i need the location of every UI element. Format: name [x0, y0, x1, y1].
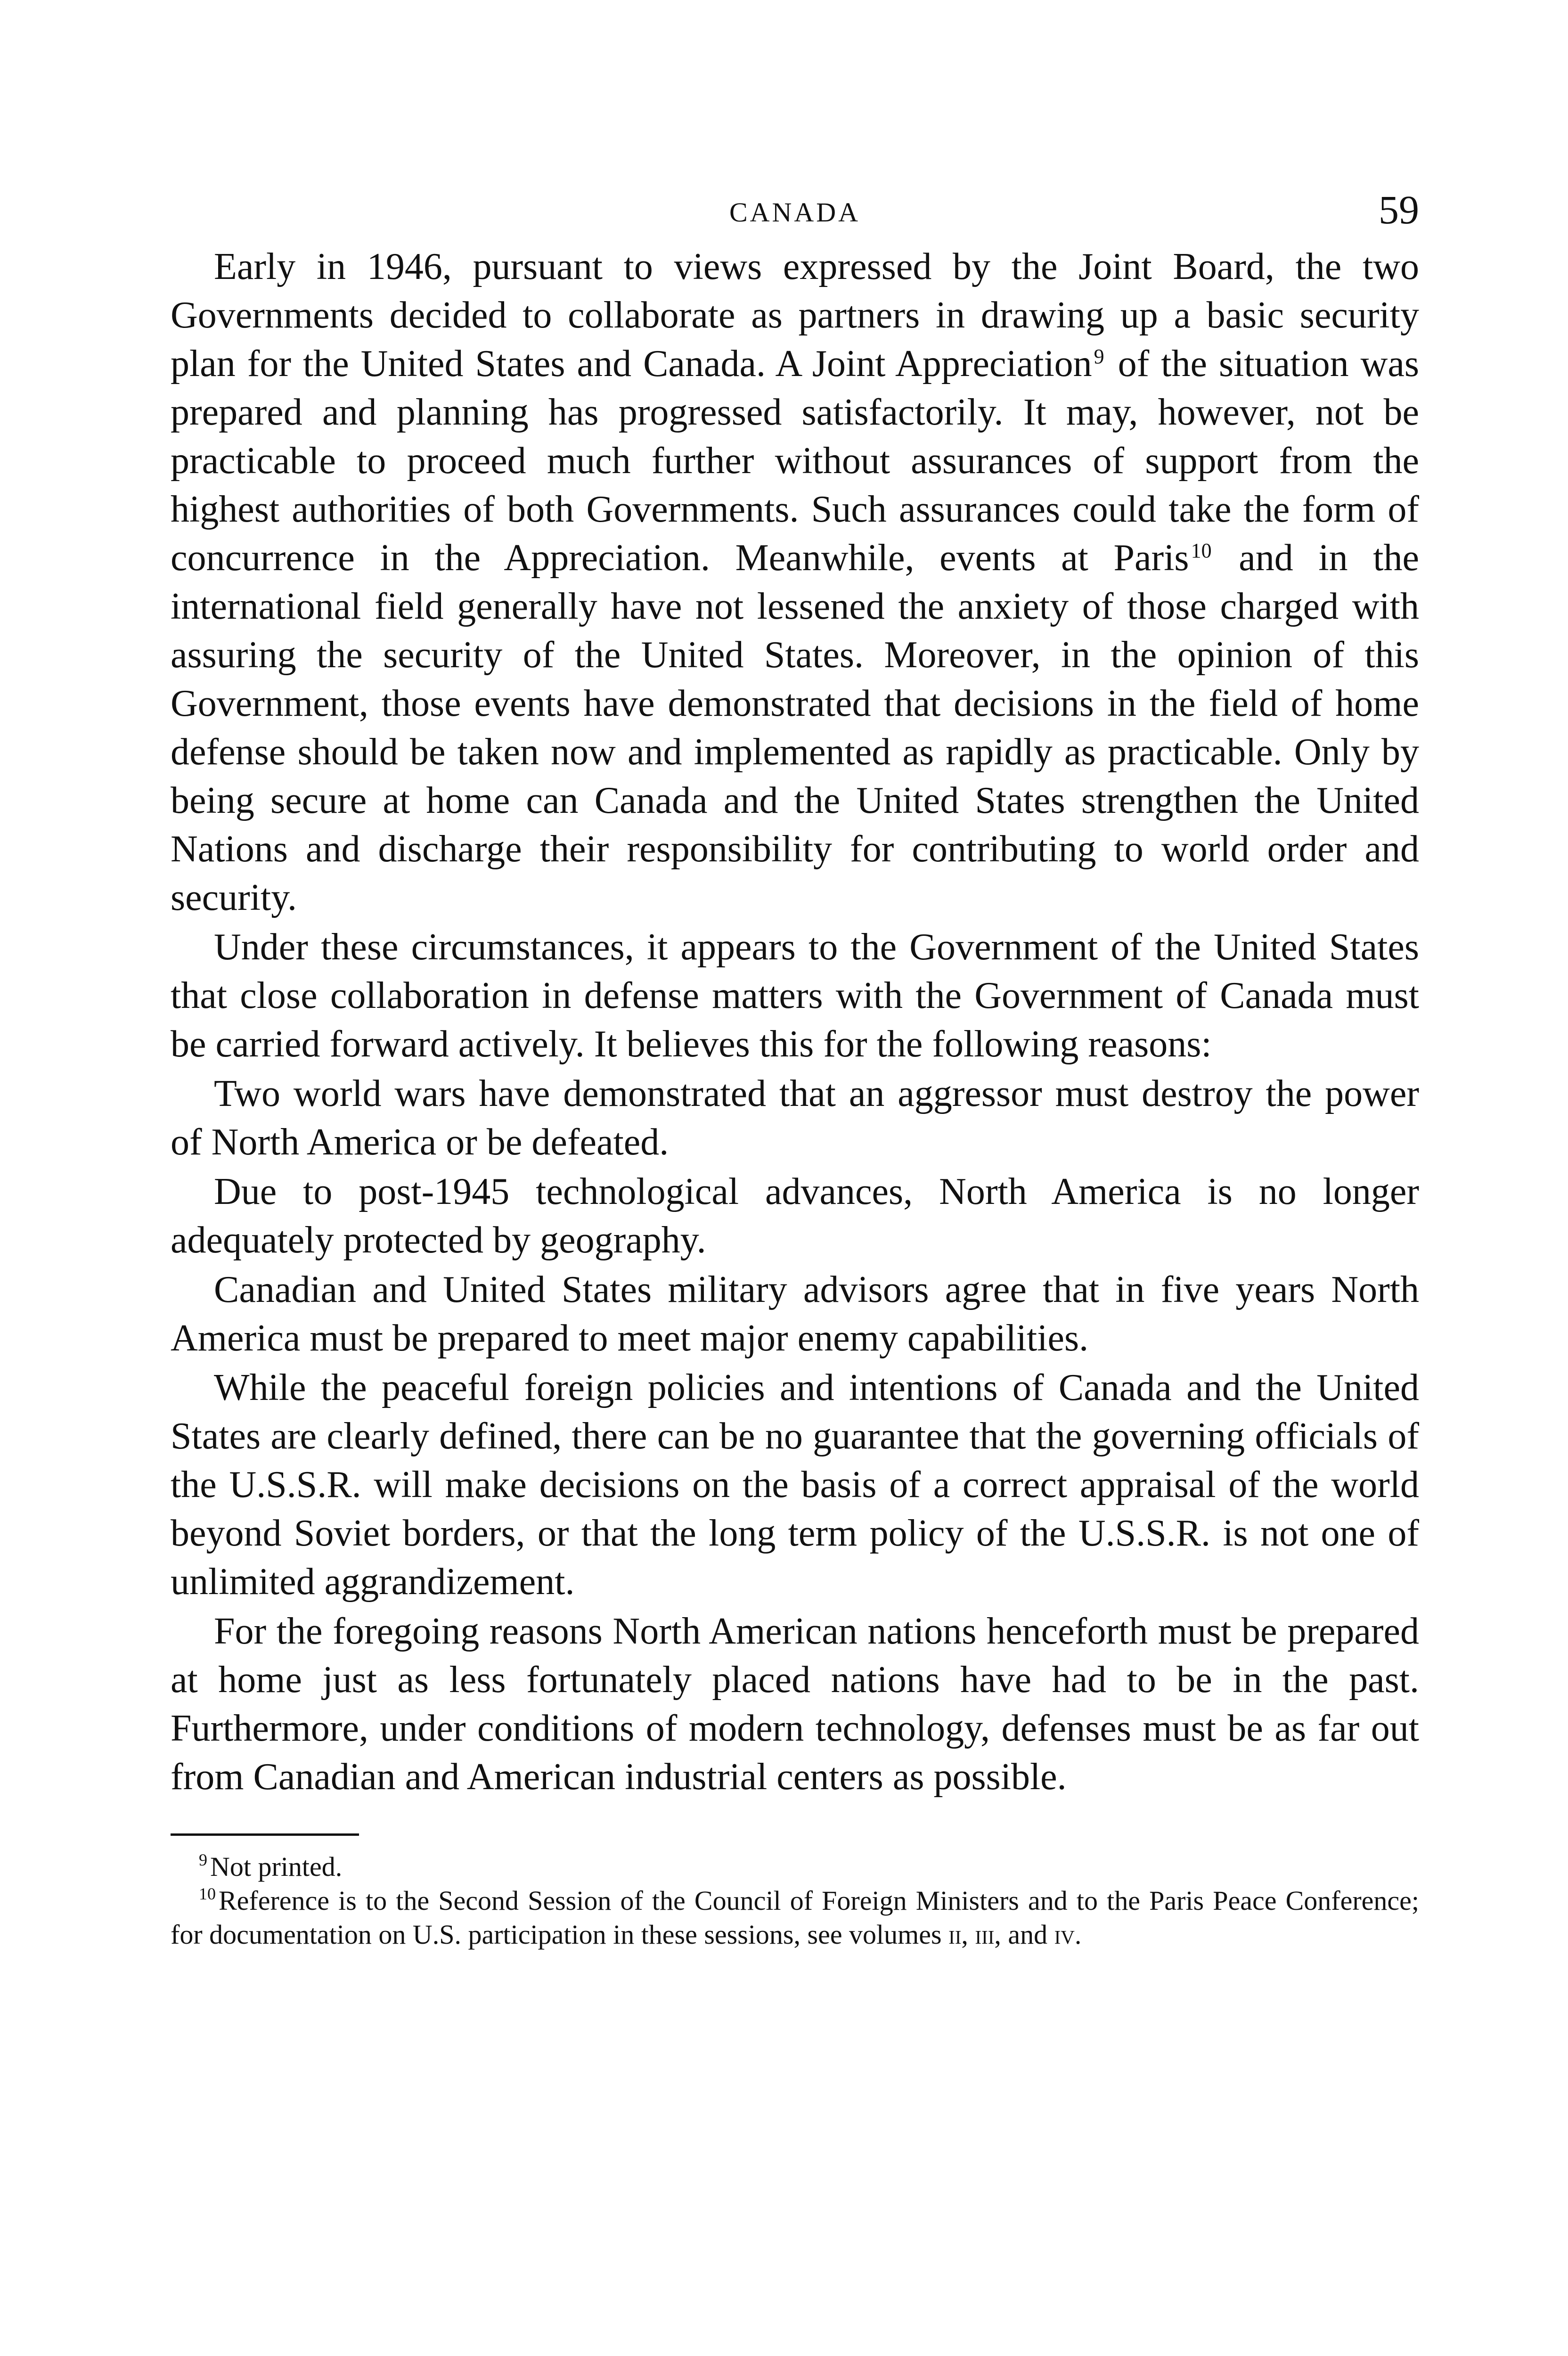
body-text	[171, 243, 1419, 1801]
volume-iv: iv	[1054, 1919, 1075, 1950]
page-number: 59	[1379, 187, 1419, 232]
paragraph-7: For the foregoing reasons North American nations henceforth must be prepared at home just as less fortunately placed nations have had to be in the past. Furthermore, under conditions of modern technology, defenses must be as far out from Canadian and American industrial centers as possible.	[171, 1611, 1419, 1798]
paragraph-2: Under these circumstances, it appears to the Government of the United States that close collaboration in defense matters with the Government of Canada must be carried forward actively. It believes this for the following reasons:	[171, 926, 1419, 1065]
paragraph-6: While the peaceful foreign policies and intentions of Canada and the United States are clearly defined, there can be no guarantee that the governing officials of the U.S.S.R. will make decisions on the basis of a correct appraisal of the world beyond Soviet borders, or that the long term policy of the U.S.S.R. is not one of unlimited aggrandizement.	[171, 1367, 1419, 1603]
volume-iii: iii	[975, 1919, 995, 1950]
volume-separator-1: ,	[961, 1919, 975, 1950]
footnote-divider	[171, 1833, 359, 1836]
volume-separator-2: , and	[994, 1919, 1054, 1950]
paragraph-3: Two world wars have demonstrated that an aggressor must destroy the power of North America or be defeated.	[171, 1073, 1419, 1163]
paragraph-4: Due to post-1945 technological advances, North America is no longer adequately protected by geography.	[171, 1171, 1419, 1261]
paragraph-5: Canadian and United States military advisors agree that in five years North America must be prepared to meet major enemy capabilities.	[171, 1269, 1419, 1359]
volume-ii: ii	[948, 1919, 962, 1950]
paragraph-1-text-a: Early in 1946, pursuant to views expressed by the Joint Board, the two Governments decided to collaborate as partners in drawing up a basic security plan for the United States and Canada. A Joint Appreciation	[171, 246, 1419, 384]
footnote-9	[171, 1850, 1419, 1884]
footnote-10-marker: 10	[199, 1884, 216, 1903]
footnote-9-marker: 9	[199, 1850, 207, 1869]
footnote-ref-10: 10	[1191, 539, 1212, 562]
paragraph-1-text-c: and in the international field generally have not lessened the anxiety of those charged with assuring the security of the United States. Moreover, in the opinion of this Government, those events have demonstrated that decisions in the field of home defense should be taken now and implemented as rapidly as practicable. Only by being secure at home can Canada and the United States strengthen the United Nations and discharge their responsibility for contributing to world order and security.	[171, 537, 1419, 918]
footnote-ref-9: 9	[1094, 344, 1104, 368]
document-page	[171, 186, 1419, 1952]
paragraph-1-text-b: of the situation was prepared and planning has progressed satisfactorily. It may, however, not be practicable to proceed much further without assurances of support from the highest authorities of both Governments. Such assurances could take the form of concurrence in the Appreciation. Meanwhile, events at Paris	[171, 343, 1419, 579]
footnote-9-text: Not printed.	[210, 1851, 343, 1882]
footnotes	[171, 1850, 1419, 1952]
footnote-10-text: Reference is to the Second Session of the Council of Foreign Ministers and to the Paris Peace Conference; for documentation on U.S. participation in these sessions, see volumes	[171, 1885, 1419, 1950]
running-title: CANADA	[729, 197, 861, 228]
footnote-10-end: .	[1074, 1919, 1082, 1950]
running-head	[171, 186, 1419, 243]
paragraph-1	[171, 243, 1419, 922]
footnote-10	[171, 1884, 1419, 1952]
